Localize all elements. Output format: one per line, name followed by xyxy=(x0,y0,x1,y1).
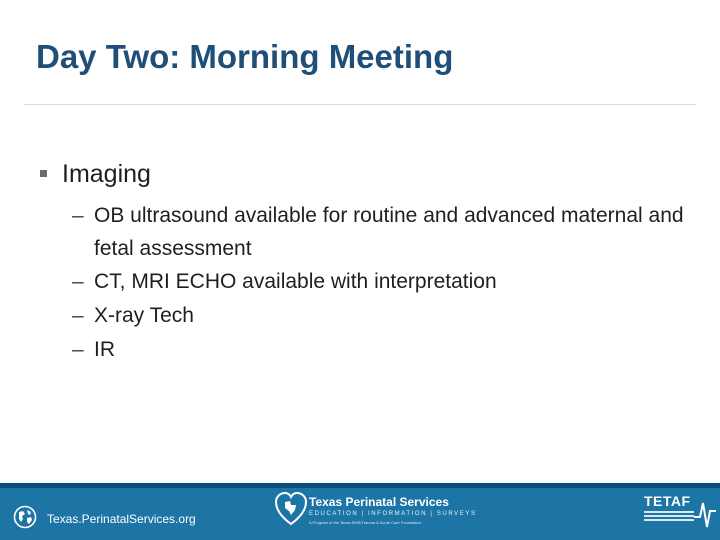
sub-bullet-list xyxy=(72,199,692,367)
sub-bullet-item xyxy=(72,333,692,367)
sub-bullet-text: CT, MRI ECHO available with interpretation xyxy=(94,270,497,293)
footer-strip xyxy=(0,483,720,488)
square-bullet-icon xyxy=(40,170,47,177)
slide-title: Day Two: Morning Meeting xyxy=(36,38,454,75)
tetaf-caption-lines xyxy=(644,511,694,531)
sub-bullet-text: OB ultrasound available for routine and advanced maternal and fetal assessment xyxy=(94,204,684,260)
org-subtitle: A Program of the Texas EMS/Trauma & Acute Care Foundation xyxy=(309,520,421,525)
sub-bullet-text: IR xyxy=(94,338,115,361)
tetaf-logo: TETAF xyxy=(644,493,691,509)
sub-bullet-item xyxy=(72,299,692,333)
bullet-imaging xyxy=(40,160,151,189)
sub-bullet-item xyxy=(72,265,692,299)
sub-bullet-text: X-ray Tech xyxy=(94,304,194,327)
dash-marker: – xyxy=(72,338,84,361)
website-link[interactable]: Texas.PerinatalServices.org xyxy=(47,512,196,526)
footer-bar xyxy=(0,483,720,540)
title-divider xyxy=(24,104,696,105)
org-tagline: EDUCATION | INFORMATION | SURVEYS xyxy=(309,511,477,517)
dash-marker: – xyxy=(72,270,84,293)
sub-bullet-item xyxy=(72,199,692,265)
globe-icon xyxy=(13,505,37,529)
org-name: Texas Perinatal Services xyxy=(309,495,449,509)
bullet-label: Imaging xyxy=(62,160,151,188)
dash-marker: – xyxy=(72,304,84,327)
dash-marker: – xyxy=(72,204,84,227)
heart-texas-logo xyxy=(274,491,308,527)
heartbeat-pulse-icon xyxy=(694,491,716,531)
